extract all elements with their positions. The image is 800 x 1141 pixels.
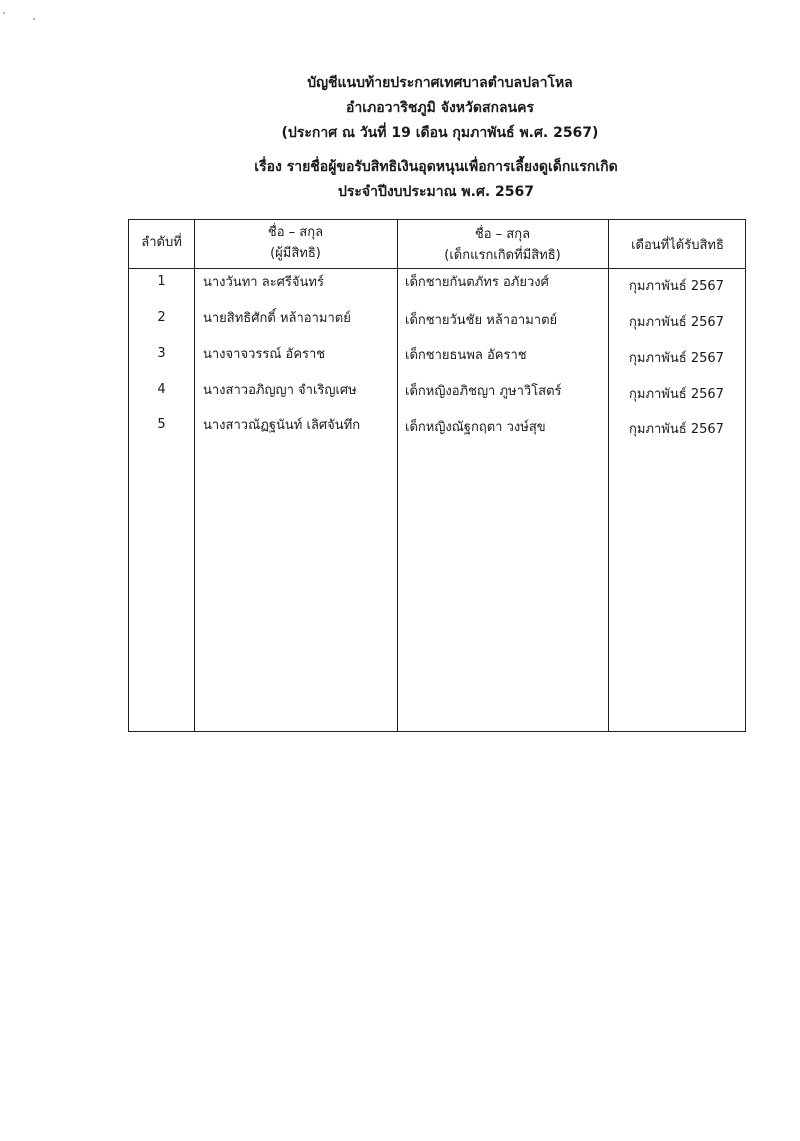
beneficiary-table (128, 219, 746, 732)
row-4-parent: นางสาวอภิญญา จำเริญเศษ (203, 383, 357, 398)
scan-speck (3, 12, 5, 14)
row-5-child: เด็กหญิงณัฐกฤตา วงษ์สุข (405, 420, 546, 435)
row-4-no: 4 (157, 382, 166, 397)
column-divider (194, 220, 195, 731)
scan-speck (33, 18, 35, 20)
district-province: อำเภอวาริชภูมิ จังหวัดสกลนคร (345, 100, 535, 116)
row-2-month: กุมภาพันธ์ 2567 (629, 315, 724, 330)
row-1-month: กุมภาพันธ์ 2567 (629, 279, 724, 294)
column-divider (397, 220, 398, 731)
row-2-child: เด็กชายวันชัย หล้าอามาตย์ (405, 313, 558, 328)
row-2-parent: นายสิทธิศักดิ์ หล้าอามาตย์ (203, 311, 351, 326)
row-5-month: กุมภาพันธ์ 2567 (629, 422, 724, 437)
header-divider (129, 268, 745, 269)
row-1-child: เด็กชายกันตภัทร อภัยวงศ์ (405, 275, 549, 290)
header-no: ลำดับที่ (141, 235, 182, 250)
row-1-no: 1 (157, 274, 166, 289)
row-1-parent: นางวันทา ละศรีจันทร์ (203, 275, 324, 290)
header-parent-sub: (ผู้มีสิทธิ) (270, 246, 321, 261)
fiscal-year-line: ประจำปีงบประมาณ พ.ศ. 2567 (337, 184, 535, 200)
row-4-month: กุมภาพันธ์ 2567 (629, 387, 724, 402)
column-divider (608, 220, 609, 731)
header-parent-name: ชื่อ – สกุล (267, 225, 324, 240)
row-5-no: 5 (157, 417, 166, 432)
announcement-date: (ประกาศ ณ วันที่ 19 เดือน กุมภาพันธ์ พ.ศ. 2567) (281, 125, 599, 141)
row-2-no: 2 (157, 310, 166, 325)
header-child-sub: (เด็กแรกเกิดที่มีสิทธิ) (444, 248, 561, 263)
row-3-month: กุมภาพันธ์ 2567 (629, 351, 724, 366)
row-5-parent: นางสาวณัฏฐนันท์ เลิศจันทึก (203, 418, 361, 433)
subject-line: เรื่อง รายชื่อผู้ขอรับสิทธิเงินอุดหนุนเพื่อการเลี้ยงดูเด็กแรกเกิด (254, 159, 618, 175)
row-3-parent: นางจาจวรรณ์ อัคราช (203, 347, 326, 362)
row-3-child: เด็กชายธนพล อัคราช (405, 348, 527, 363)
header-child-name: ชื่อ – สกุล (474, 227, 531, 242)
row-4-child: เด็กหญิงอภิชญา ภูษาวิโสตร์ (405, 384, 562, 399)
row-3-no: 3 (157, 346, 166, 361)
header-month: เดือนที่ได้รับสิทธิ (631, 238, 724, 253)
announcement-title: บัญชีแนบท้ายประกาศเทศบาลตำบลปลาโหล (307, 75, 573, 91)
